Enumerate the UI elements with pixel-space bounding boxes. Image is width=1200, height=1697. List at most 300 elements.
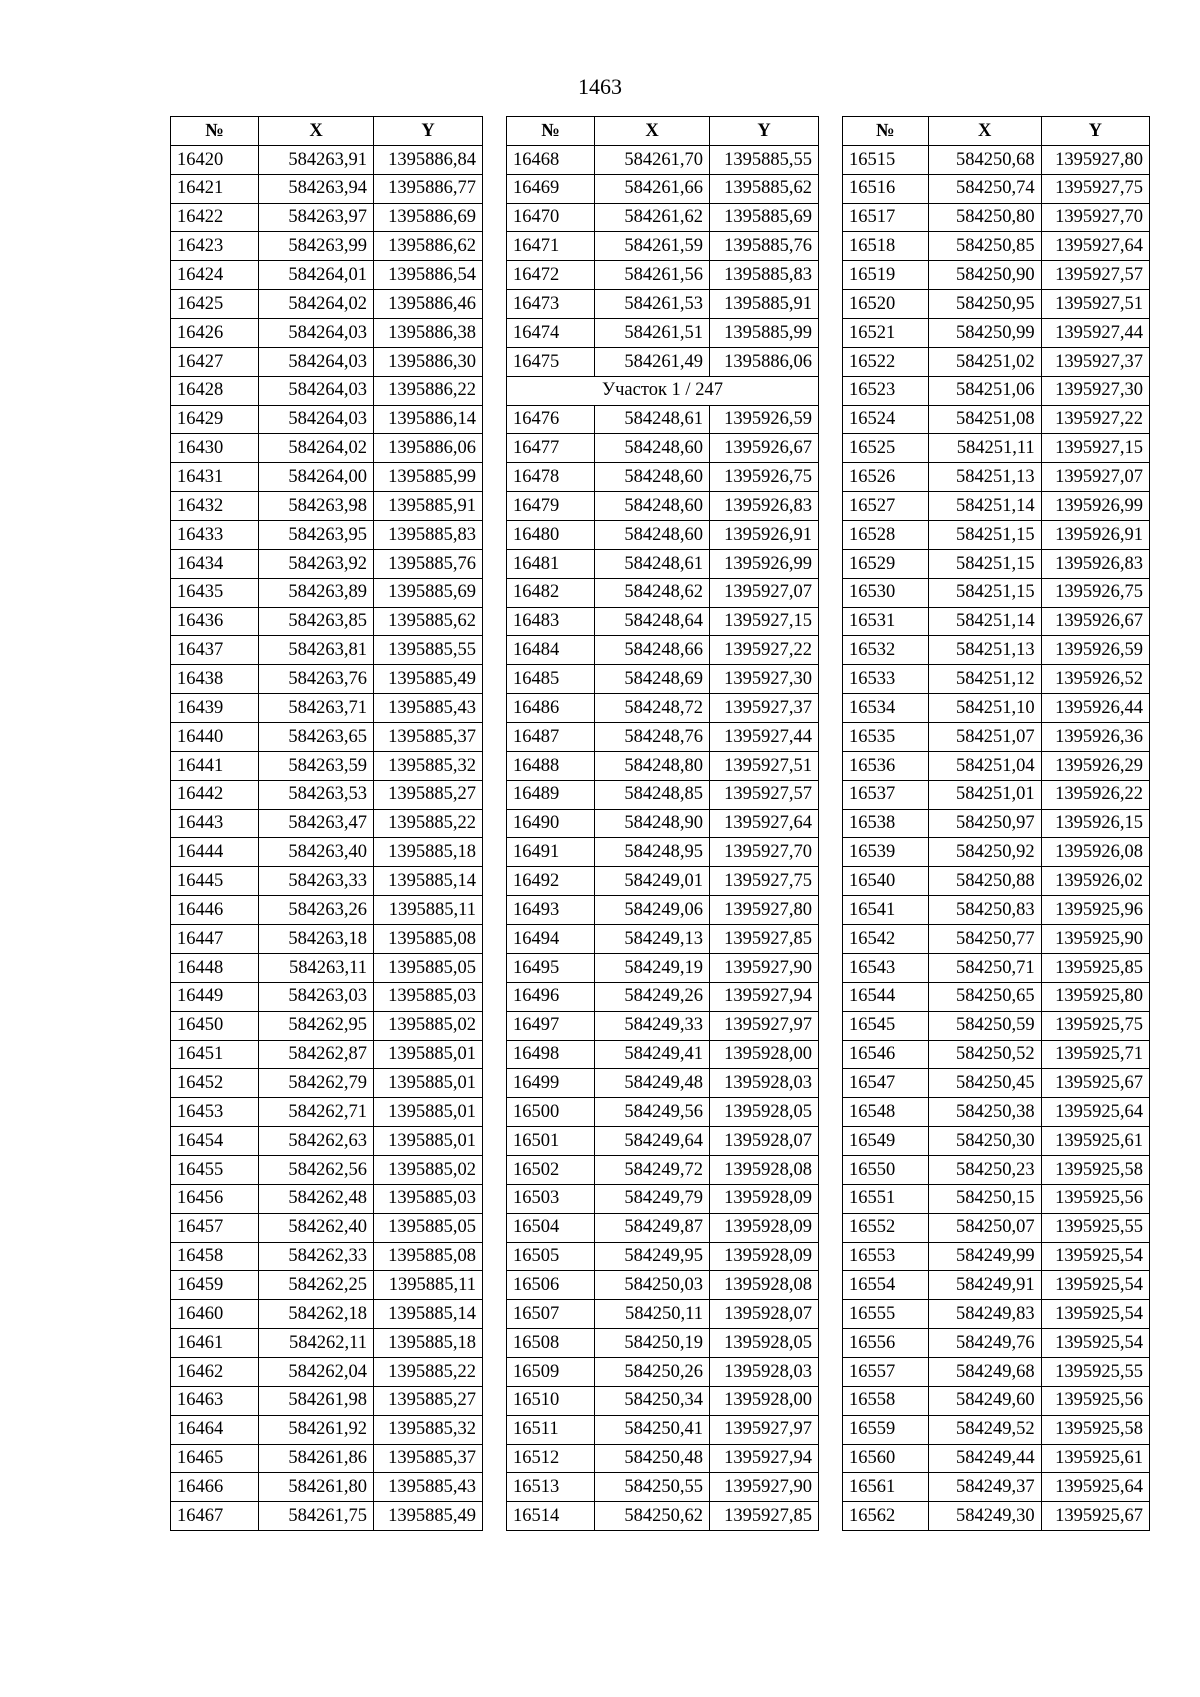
x-coordinate: 584249,60 bbox=[928, 1386, 1041, 1415]
table-row bbox=[171, 1502, 483, 1531]
table-row bbox=[171, 578, 483, 607]
point-number: 16542 bbox=[843, 925, 929, 954]
table-row bbox=[843, 1444, 1150, 1473]
point-number: 16499 bbox=[507, 1069, 595, 1098]
point-number: 16468 bbox=[507, 145, 595, 174]
y-coordinate: 1395927,30 bbox=[710, 665, 819, 694]
x-coordinate: 584249,95 bbox=[595, 1242, 710, 1271]
point-number: 16478 bbox=[507, 463, 595, 492]
table-row bbox=[171, 751, 483, 780]
y-coordinate: 1395925,54 bbox=[1041, 1242, 1149, 1271]
x-coordinate: 584261,70 bbox=[595, 145, 710, 174]
x-coordinate: 584263,53 bbox=[259, 780, 374, 809]
x-coordinate: 584263,18 bbox=[259, 925, 374, 954]
point-number: 16536 bbox=[843, 751, 929, 780]
point-number: 16489 bbox=[507, 780, 595, 809]
x-coordinate: 584250,52 bbox=[928, 1040, 1041, 1069]
point-number: 16513 bbox=[507, 1473, 595, 1502]
table-row bbox=[843, 521, 1150, 550]
table-row bbox=[507, 549, 819, 578]
table-row bbox=[843, 694, 1150, 723]
y-coordinate: 1395926,75 bbox=[1041, 578, 1149, 607]
point-number: 16494 bbox=[507, 925, 595, 954]
point-number: 16458 bbox=[171, 1242, 259, 1271]
table-row bbox=[171, 1473, 483, 1502]
table-row bbox=[171, 261, 483, 290]
y-coordinate: 1395928,07 bbox=[710, 1127, 819, 1156]
table-row bbox=[843, 1415, 1150, 1444]
table-row bbox=[507, 1415, 819, 1444]
point-number: 16429 bbox=[171, 405, 259, 434]
x-coordinate: 584263,76 bbox=[259, 665, 374, 694]
table-row bbox=[843, 319, 1150, 348]
point-number: 16515 bbox=[843, 145, 929, 174]
point-number: 16526 bbox=[843, 463, 929, 492]
x-coordinate: 584250,83 bbox=[928, 896, 1041, 925]
y-coordinate: 1395926,22 bbox=[1041, 780, 1149, 809]
table-row bbox=[171, 723, 483, 752]
table-row bbox=[507, 521, 819, 550]
point-number: 16455 bbox=[171, 1155, 259, 1184]
point-number: 16420 bbox=[171, 145, 259, 174]
point-number: 16427 bbox=[171, 347, 259, 376]
table-row bbox=[843, 838, 1150, 867]
table-row bbox=[507, 261, 819, 290]
y-coordinate: 1395927,70 bbox=[710, 838, 819, 867]
table-row bbox=[171, 549, 483, 578]
table-row bbox=[171, 434, 483, 463]
y-coordinate: 1395927,44 bbox=[1041, 319, 1149, 348]
table-header-row bbox=[843, 117, 1150, 146]
point-number: 16495 bbox=[507, 953, 595, 982]
x-coordinate: 584263,92 bbox=[259, 549, 374, 578]
point-number: 16476 bbox=[507, 405, 595, 434]
point-number: 16553 bbox=[843, 1242, 929, 1271]
y-coordinate: 1395886,54 bbox=[374, 261, 483, 290]
x-coordinate: 584261,66 bbox=[595, 174, 710, 203]
x-coordinate: 584250,15 bbox=[928, 1184, 1041, 1213]
x-coordinate: 584250,48 bbox=[595, 1444, 710, 1473]
point-number: 16514 bbox=[507, 1502, 595, 1531]
section-label: Участок 1 / 247 bbox=[507, 376, 819, 405]
x-coordinate: 584264,02 bbox=[259, 290, 374, 319]
x-coordinate: 584248,66 bbox=[595, 636, 710, 665]
y-coordinate: 1395928,09 bbox=[710, 1213, 819, 1242]
point-number: 16422 bbox=[171, 203, 259, 232]
table-row bbox=[507, 463, 819, 492]
point-number: 16472 bbox=[507, 261, 595, 290]
y-coordinate: 1395925,67 bbox=[1041, 1069, 1149, 1098]
table-row bbox=[507, 1271, 819, 1300]
point-number: 16483 bbox=[507, 607, 595, 636]
y-coordinate: 1395886,38 bbox=[374, 319, 483, 348]
point-number: 16561 bbox=[843, 1473, 929, 1502]
y-coordinate: 1395928,08 bbox=[710, 1155, 819, 1184]
x-coordinate: 584263,33 bbox=[259, 867, 374, 896]
y-coordinate: 1395885,27 bbox=[374, 780, 483, 809]
point-number: 16544 bbox=[843, 982, 929, 1011]
y-coordinate: 1395885,02 bbox=[374, 1155, 483, 1184]
table-row bbox=[843, 347, 1150, 376]
point-number: 16432 bbox=[171, 492, 259, 521]
table-header-row bbox=[171, 117, 483, 146]
x-coordinate: 584263,97 bbox=[259, 203, 374, 232]
y-coordinate: 1395926,02 bbox=[1041, 867, 1149, 896]
y-coordinate: 1395925,96 bbox=[1041, 896, 1149, 925]
y-coordinate: 1395927,94 bbox=[710, 982, 819, 1011]
point-number: 16463 bbox=[171, 1386, 259, 1415]
table-row bbox=[507, 982, 819, 1011]
point-number: 16497 bbox=[507, 1011, 595, 1040]
y-coordinate: 1395925,54 bbox=[1041, 1271, 1149, 1300]
y-coordinate: 1395927,80 bbox=[710, 896, 819, 925]
point-number: 16535 bbox=[843, 723, 929, 752]
table-row bbox=[507, 347, 819, 376]
point-number: 16443 bbox=[171, 809, 259, 838]
table-row bbox=[843, 492, 1150, 521]
y-coordinate: 1395885,11 bbox=[374, 896, 483, 925]
table-row bbox=[843, 925, 1150, 954]
table-row bbox=[171, 376, 483, 405]
x-coordinate: 584262,40 bbox=[259, 1213, 374, 1242]
table-row bbox=[843, 145, 1150, 174]
x-coordinate: 584248,60 bbox=[595, 463, 710, 492]
point-number: 16442 bbox=[171, 780, 259, 809]
x-coordinate: 584264,03 bbox=[259, 347, 374, 376]
table-row bbox=[171, 1011, 483, 1040]
x-coordinate: 584261,59 bbox=[595, 232, 710, 261]
x-coordinate: 584250,55 bbox=[595, 1473, 710, 1502]
y-coordinate: 1395885,18 bbox=[374, 1329, 483, 1358]
table-row bbox=[171, 953, 483, 982]
coordinate-table-1 bbox=[170, 116, 483, 1531]
table-row bbox=[843, 723, 1150, 752]
table-row bbox=[171, 925, 483, 954]
y-coordinate: 1395926,59 bbox=[710, 405, 819, 434]
table-row bbox=[171, 780, 483, 809]
table-row bbox=[171, 809, 483, 838]
table-row bbox=[843, 434, 1150, 463]
y-coordinate: 1395927,85 bbox=[710, 925, 819, 954]
x-coordinate: 584251,15 bbox=[928, 549, 1041, 578]
y-coordinate: 1395928,03 bbox=[710, 1357, 819, 1386]
x-coordinate: 584248,90 bbox=[595, 809, 710, 838]
header-y: Y bbox=[374, 117, 483, 146]
y-coordinate: 1395927,15 bbox=[710, 607, 819, 636]
y-coordinate: 1395885,02 bbox=[374, 1011, 483, 1040]
x-coordinate: 584250,11 bbox=[595, 1300, 710, 1329]
table-row bbox=[507, 723, 819, 752]
x-coordinate: 584251,06 bbox=[928, 376, 1041, 405]
table-row bbox=[843, 405, 1150, 434]
table-row bbox=[171, 1386, 483, 1415]
y-coordinate: 1395885,03 bbox=[374, 1184, 483, 1213]
x-coordinate: 584250,97 bbox=[928, 809, 1041, 838]
y-coordinate: 1395926,99 bbox=[710, 549, 819, 578]
table-row bbox=[843, 1040, 1150, 1069]
point-number: 16467 bbox=[171, 1502, 259, 1531]
y-coordinate: 1395927,64 bbox=[1041, 232, 1149, 261]
y-coordinate: 1395927,22 bbox=[710, 636, 819, 665]
y-coordinate: 1395885,01 bbox=[374, 1069, 483, 1098]
table-row bbox=[171, 521, 483, 550]
table-row bbox=[171, 694, 483, 723]
table-row bbox=[843, 1069, 1150, 1098]
point-number: 16541 bbox=[843, 896, 929, 925]
x-coordinate: 584262,71 bbox=[259, 1098, 374, 1127]
table-row bbox=[171, 1444, 483, 1473]
x-coordinate: 584249,52 bbox=[928, 1415, 1041, 1444]
y-coordinate: 1395926,67 bbox=[710, 434, 819, 463]
table-row bbox=[843, 1300, 1150, 1329]
x-coordinate: 584249,48 bbox=[595, 1069, 710, 1098]
point-number: 16425 bbox=[171, 290, 259, 319]
y-coordinate: 1395885,99 bbox=[710, 319, 819, 348]
point-number: 16520 bbox=[843, 290, 929, 319]
y-coordinate: 1395927,07 bbox=[710, 578, 819, 607]
point-number: 16431 bbox=[171, 463, 259, 492]
y-coordinate: 1395928,09 bbox=[710, 1242, 819, 1271]
y-coordinate: 1395926,44 bbox=[1041, 694, 1149, 723]
table-row bbox=[507, 809, 819, 838]
x-coordinate: 584264,03 bbox=[259, 376, 374, 405]
point-number: 16523 bbox=[843, 376, 929, 405]
point-number: 16424 bbox=[171, 261, 259, 290]
x-coordinate: 584251,13 bbox=[928, 463, 1041, 492]
point-number: 16506 bbox=[507, 1271, 595, 1300]
point-number: 16537 bbox=[843, 780, 929, 809]
x-coordinate: 584261,49 bbox=[595, 347, 710, 376]
point-number: 16450 bbox=[171, 1011, 259, 1040]
point-number: 16421 bbox=[171, 174, 259, 203]
x-coordinate: 584262,87 bbox=[259, 1040, 374, 1069]
point-number: 16470 bbox=[507, 203, 595, 232]
x-coordinate: 584263,26 bbox=[259, 896, 374, 925]
point-number: 16486 bbox=[507, 694, 595, 723]
x-coordinate: 584249,37 bbox=[928, 1473, 1041, 1502]
y-coordinate: 1395885,69 bbox=[710, 203, 819, 232]
y-coordinate: 1395885,37 bbox=[374, 1444, 483, 1473]
x-coordinate: 584251,14 bbox=[928, 607, 1041, 636]
point-number: 16518 bbox=[843, 232, 929, 261]
y-coordinate: 1395885,03 bbox=[374, 982, 483, 1011]
table-row bbox=[843, 1386, 1150, 1415]
y-coordinate: 1395885,05 bbox=[374, 953, 483, 982]
table-row bbox=[843, 376, 1150, 405]
x-coordinate: 584261,53 bbox=[595, 290, 710, 319]
table-row bbox=[843, 1502, 1150, 1531]
header-x: X bbox=[928, 117, 1041, 146]
table-row bbox=[507, 1386, 819, 1415]
point-number: 16462 bbox=[171, 1357, 259, 1386]
y-coordinate: 1395886,69 bbox=[374, 203, 483, 232]
point-number: 16449 bbox=[171, 982, 259, 1011]
y-coordinate: 1395886,30 bbox=[374, 347, 483, 376]
x-coordinate: 584263,91 bbox=[259, 145, 374, 174]
y-coordinate: 1395925,56 bbox=[1041, 1184, 1149, 1213]
table-row bbox=[507, 492, 819, 521]
table-row bbox=[843, 607, 1150, 636]
table-row bbox=[171, 1040, 483, 1069]
point-number: 16480 bbox=[507, 521, 595, 550]
x-coordinate: 584249,83 bbox=[928, 1300, 1041, 1329]
x-coordinate: 584248,64 bbox=[595, 607, 710, 636]
x-coordinate: 584251,15 bbox=[928, 578, 1041, 607]
table-row bbox=[507, 1155, 819, 1184]
y-coordinate: 1395885,27 bbox=[374, 1386, 483, 1415]
y-coordinate: 1395925,64 bbox=[1041, 1098, 1149, 1127]
table-row bbox=[843, 1127, 1150, 1156]
point-number: 16465 bbox=[171, 1444, 259, 1473]
y-coordinate: 1395925,61 bbox=[1041, 1444, 1149, 1473]
x-coordinate: 584250,03 bbox=[595, 1271, 710, 1300]
point-number: 16505 bbox=[507, 1242, 595, 1271]
point-number: 16543 bbox=[843, 953, 929, 982]
table-row bbox=[171, 290, 483, 319]
x-coordinate: 584249,91 bbox=[928, 1271, 1041, 1300]
x-coordinate: 584250,99 bbox=[928, 319, 1041, 348]
table-row bbox=[507, 145, 819, 174]
coordinate-table-3 bbox=[842, 116, 1150, 1531]
point-number: 16555 bbox=[843, 1300, 929, 1329]
table-row bbox=[843, 463, 1150, 492]
y-coordinate: 1395886,22 bbox=[374, 376, 483, 405]
header-number: № bbox=[843, 117, 929, 146]
x-coordinate: 584261,75 bbox=[259, 1502, 374, 1531]
y-coordinate: 1395926,08 bbox=[1041, 838, 1149, 867]
point-number: 16460 bbox=[171, 1300, 259, 1329]
x-coordinate: 584248,80 bbox=[595, 751, 710, 780]
point-number: 16562 bbox=[843, 1502, 929, 1531]
point-number: 16445 bbox=[171, 867, 259, 896]
x-coordinate: 584251,10 bbox=[928, 694, 1041, 723]
x-coordinate: 584249,30 bbox=[928, 1502, 1041, 1531]
x-coordinate: 584250,26 bbox=[595, 1357, 710, 1386]
table-row bbox=[171, 174, 483, 203]
table-row bbox=[171, 1242, 483, 1271]
y-coordinate: 1395886,46 bbox=[374, 290, 483, 319]
x-coordinate: 584263,59 bbox=[259, 751, 374, 780]
y-coordinate: 1395927,57 bbox=[710, 780, 819, 809]
point-number: 16534 bbox=[843, 694, 929, 723]
point-number: 16451 bbox=[171, 1040, 259, 1069]
point-number: 16500 bbox=[507, 1098, 595, 1127]
point-number: 16533 bbox=[843, 665, 929, 694]
y-coordinate: 1395925,61 bbox=[1041, 1127, 1149, 1156]
table-row bbox=[507, 290, 819, 319]
table-row bbox=[843, 665, 1150, 694]
y-coordinate: 1395927,22 bbox=[1041, 405, 1149, 434]
y-coordinate: 1395927,51 bbox=[710, 751, 819, 780]
point-number: 16517 bbox=[843, 203, 929, 232]
table-row bbox=[843, 290, 1150, 319]
y-coordinate: 1395925,54 bbox=[1041, 1300, 1149, 1329]
y-coordinate: 1395928,09 bbox=[710, 1184, 819, 1213]
table-row bbox=[507, 1242, 819, 1271]
header-x: X bbox=[259, 117, 374, 146]
point-number: 16539 bbox=[843, 838, 929, 867]
table-row bbox=[507, 1473, 819, 1502]
x-coordinate: 584262,63 bbox=[259, 1127, 374, 1156]
point-number: 16528 bbox=[843, 521, 929, 550]
point-number: 16510 bbox=[507, 1386, 595, 1415]
table-row bbox=[843, 1155, 1150, 1184]
table-row bbox=[171, 607, 483, 636]
x-coordinate: 584248,60 bbox=[595, 521, 710, 550]
table-row bbox=[507, 751, 819, 780]
point-number: 16430 bbox=[171, 434, 259, 463]
x-coordinate: 584248,76 bbox=[595, 723, 710, 752]
point-number: 16433 bbox=[171, 521, 259, 550]
x-coordinate: 584251,14 bbox=[928, 492, 1041, 521]
y-coordinate: 1395927,70 bbox=[1041, 203, 1149, 232]
x-coordinate: 584248,61 bbox=[595, 549, 710, 578]
x-coordinate: 584249,99 bbox=[928, 1242, 1041, 1271]
y-coordinate: 1395928,05 bbox=[710, 1329, 819, 1358]
y-coordinate: 1395926,15 bbox=[1041, 809, 1149, 838]
y-coordinate: 1395885,43 bbox=[374, 1473, 483, 1502]
table-row bbox=[507, 1069, 819, 1098]
table-row bbox=[843, 1213, 1150, 1242]
table-row bbox=[507, 896, 819, 925]
point-number: 16545 bbox=[843, 1011, 929, 1040]
point-number: 16498 bbox=[507, 1040, 595, 1069]
y-coordinate: 1395885,22 bbox=[374, 1357, 483, 1386]
x-coordinate: 584249,41 bbox=[595, 1040, 710, 1069]
x-coordinate: 584264,03 bbox=[259, 319, 374, 348]
y-coordinate: 1395885,18 bbox=[374, 838, 483, 867]
y-coordinate: 1395926,99 bbox=[1041, 492, 1149, 521]
point-number: 16550 bbox=[843, 1155, 929, 1184]
y-coordinate: 1395928,08 bbox=[710, 1271, 819, 1300]
coordinate-tables bbox=[170, 116, 1150, 1526]
y-coordinate: 1395885,08 bbox=[374, 1242, 483, 1271]
y-coordinate: 1395925,71 bbox=[1041, 1040, 1149, 1069]
point-number: 16560 bbox=[843, 1444, 929, 1473]
table-row bbox=[507, 1357, 819, 1386]
y-coordinate: 1395925,75 bbox=[1041, 1011, 1149, 1040]
x-coordinate: 584249,26 bbox=[595, 982, 710, 1011]
table-row bbox=[843, 1357, 1150, 1386]
y-coordinate: 1395926,59 bbox=[1041, 636, 1149, 665]
point-number: 16448 bbox=[171, 953, 259, 982]
table-row bbox=[507, 780, 819, 809]
x-coordinate: 584261,62 bbox=[595, 203, 710, 232]
table-row bbox=[171, 319, 483, 348]
table-row bbox=[507, 665, 819, 694]
table-row bbox=[507, 1184, 819, 1213]
y-coordinate: 1395886,06 bbox=[710, 347, 819, 376]
table-row bbox=[171, 492, 483, 521]
point-number: 16507 bbox=[507, 1300, 595, 1329]
y-coordinate: 1395885,76 bbox=[710, 232, 819, 261]
x-coordinate: 584248,95 bbox=[595, 838, 710, 867]
y-coordinate: 1395885,62 bbox=[374, 607, 483, 636]
table-row bbox=[843, 1242, 1150, 1271]
table-row bbox=[843, 982, 1150, 1011]
point-number: 16475 bbox=[507, 347, 595, 376]
table-row bbox=[843, 867, 1150, 896]
x-coordinate: 584251,02 bbox=[928, 347, 1041, 376]
table-row bbox=[171, 1155, 483, 1184]
y-coordinate: 1395885,91 bbox=[710, 290, 819, 319]
y-coordinate: 1395927,07 bbox=[1041, 463, 1149, 492]
table-row bbox=[171, 1127, 483, 1156]
point-number: 16509 bbox=[507, 1357, 595, 1386]
x-coordinate: 584262,25 bbox=[259, 1271, 374, 1300]
y-coordinate: 1395885,83 bbox=[374, 521, 483, 550]
x-coordinate: 584262,11 bbox=[259, 1329, 374, 1358]
